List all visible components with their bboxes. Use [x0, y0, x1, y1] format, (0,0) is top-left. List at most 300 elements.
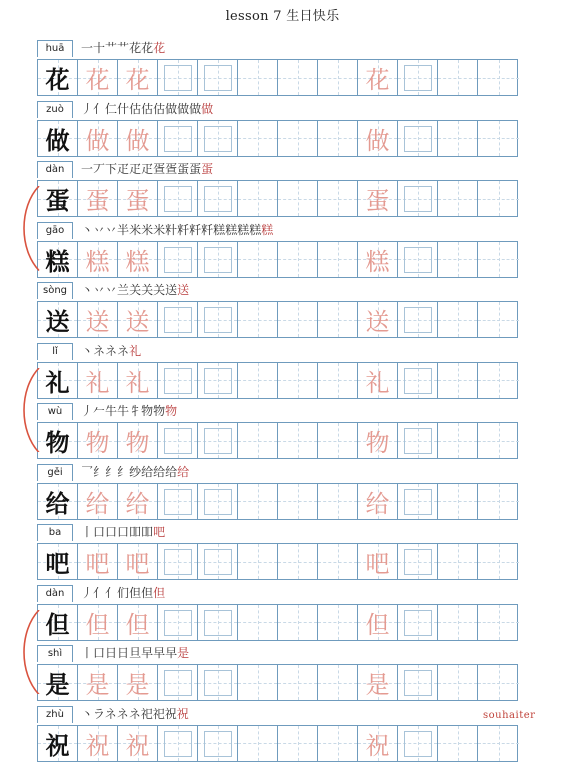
stroke-order: [81, 522, 165, 542]
trace-character: 蛋: [85, 187, 110, 215]
trace-character-cell: [78, 60, 118, 95]
trace-character-cell: [118, 363, 158, 398]
boxed-practice-cell: [198, 60, 238, 95]
character-entry: [37, 643, 518, 704]
inner-box: [404, 428, 432, 454]
pinyin-label: sòng: [37, 282, 73, 299]
trace-character: 物: [365, 429, 390, 457]
entry-header: [37, 280, 518, 301]
blank-practice-cell: [318, 726, 358, 761]
pinyin-label: zhù: [37, 706, 73, 723]
model-character-cell: [38, 242, 78, 277]
trace-character: 物: [125, 429, 150, 457]
stroke-step: 但: [141, 585, 154, 600]
stroke-step: 蛋: [201, 162, 214, 176]
blank-practice-cell: [478, 605, 519, 640]
pinyin-label: gāo: [37, 222, 73, 239]
trace-character: 花: [125, 66, 150, 94]
model-character: 祝: [45, 731, 70, 760]
model-character: 给: [45, 489, 70, 518]
practice-row: [37, 422, 518, 459]
model-character-cell: [38, 665, 78, 700]
stroke-step: 物: [165, 404, 178, 418]
boxed-practice-cell: [158, 181, 198, 216]
stroke-step: 丶: [81, 283, 94, 297]
stroke-step: ネ: [117, 343, 130, 358]
blank-practice-cell: [318, 242, 358, 277]
pinyin-label: dàn: [37, 161, 73, 178]
blank-practice-cell: [438, 60, 478, 95]
stroke-step: 物: [141, 404, 154, 418]
stroke-step: 关: [141, 283, 154, 297]
stroke-step: 什: [117, 101, 130, 116]
trace-character: 送: [125, 308, 150, 336]
stroke-step: 纟: [93, 464, 106, 479]
practice-row: [37, 664, 518, 701]
inner-box: [164, 247, 192, 273]
entry-header: [37, 159, 518, 180]
trace-character-cell: [78, 423, 118, 458]
stroke-step: 一: [81, 41, 94, 55]
boxed-practice-cell: [398, 726, 438, 761]
stroke-step: 丶: [81, 706, 94, 721]
practice-row: [37, 543, 518, 580]
model-character: 送: [45, 308, 70, 336]
trace-character-cell: [118, 544, 158, 579]
inner-box: [204, 247, 232, 273]
stroke-step: 乛: [81, 464, 94, 479]
character-entry: [37, 462, 518, 523]
pinyin-label: wù: [37, 403, 73, 420]
boxed-practice-cell: [198, 423, 238, 458]
stroke-step: 花: [141, 41, 154, 55]
trace-character: 礼: [125, 368, 150, 397]
stroke-step: 艹: [117, 41, 130, 55]
character-entry: [37, 38, 518, 99]
stroke-step: 是: [177, 646, 190, 660]
blank-practice-cell: [478, 60, 519, 95]
trace-character-cell: [118, 302, 158, 337]
stroke-step: 早: [153, 646, 166, 660]
stroke-step: 丿: [81, 404, 94, 418]
blank-practice-cell: [278, 605, 318, 640]
blank-practice-cell: [238, 423, 278, 458]
trace-character: 但: [125, 610, 150, 639]
inner-box: [404, 307, 432, 333]
entry-header: [37, 401, 518, 422]
stroke-step: 给: [165, 464, 178, 479]
blank-practice-cell: [278, 363, 318, 398]
stroke-step: ネ: [128, 706, 141, 721]
trace-character: 给: [365, 489, 390, 518]
stroke-step: 丿: [81, 585, 94, 600]
inner-box: [204, 670, 232, 696]
inner-box: [204, 368, 232, 394]
stroke-step: 丶: [81, 343, 94, 358]
blank-practice-cell: [478, 242, 519, 277]
inner-box: [164, 65, 192, 91]
trace-character: 花: [85, 66, 110, 94]
blank-practice-cell: [478, 423, 519, 458]
blank-practice-cell: [438, 121, 478, 156]
stroke-step: 纟: [117, 464, 130, 479]
blank-practice-cell: [438, 242, 478, 277]
model-character-cell: [38, 726, 78, 761]
stroke-step: 早: [141, 646, 154, 660]
trace-character: 吧: [365, 550, 390, 578]
boxed-practice-cell: [198, 605, 238, 640]
blank-practice-cell: [478, 302, 519, 337]
stroke-step: 但: [153, 585, 166, 600]
blank-practice-cell: [318, 665, 358, 700]
trace-character: 花: [365, 66, 390, 94]
pinyin-label: lǐ: [37, 343, 73, 360]
stroke-order: [81, 462, 189, 482]
stroke-step: 蛋: [189, 162, 202, 176]
stroke-step: 亻: [105, 585, 118, 600]
boxed-practice-cell: [198, 242, 238, 277]
trace-character: 物: [85, 429, 110, 457]
model-character-cell: [38, 121, 78, 156]
stroke-step: 丆: [93, 162, 106, 176]
boxed-practice-cell: [158, 665, 198, 700]
character-entry: [37, 159, 518, 220]
inner-box: [164, 610, 192, 636]
trace-character-cell: [358, 423, 398, 458]
trace-character-cell: [78, 363, 118, 398]
stroke-step: 下: [105, 162, 118, 176]
stroke-step: 关: [153, 283, 166, 297]
inner-box: [164, 186, 192, 212]
boxed-practice-cell: [398, 242, 438, 277]
inner-box: [164, 489, 192, 515]
stroke-step: 礼: [129, 343, 142, 358]
inner-box: [204, 610, 232, 636]
stroke-step: 丶: [81, 222, 94, 237]
character-entry: [37, 401, 518, 462]
boxed-practice-cell: [158, 60, 198, 95]
trace-character: 糕: [365, 247, 390, 276]
stroke-step: 疋: [117, 162, 130, 176]
inner-box: [204, 126, 232, 152]
practice-row: [37, 604, 518, 641]
stroke-step: 日: [105, 646, 118, 660]
stroke-step: 丨: [81, 646, 94, 660]
stroke-step: 祝: [176, 706, 189, 721]
stroke-step: 口: [93, 646, 106, 660]
stroke-step: ラ: [93, 706, 105, 721]
model-character: 但: [45, 610, 70, 639]
stroke-order: [81, 220, 273, 240]
practice-grid: [37, 38, 518, 764]
stroke-order: [81, 401, 177, 421]
stroke-step: 牛: [117, 404, 130, 418]
stroke-step: 艹: [105, 41, 118, 55]
trace-character-cell: [78, 726, 118, 761]
stroke-step: 祀: [140, 706, 153, 721]
stroke-step: 丿: [81, 101, 94, 116]
trace-character: 给: [125, 489, 150, 518]
trace-character-cell: [358, 121, 398, 156]
model-character-cell: [38, 544, 78, 579]
blank-practice-cell: [438, 302, 478, 337]
character-entry: [37, 220, 518, 281]
stroke-step: 送: [177, 283, 190, 297]
trace-character-cell: [118, 484, 158, 519]
boxed-practice-cell: [398, 665, 438, 700]
inner-box: [404, 368, 432, 394]
boxed-practice-cell: [158, 726, 198, 761]
stroke-order: [81, 38, 165, 58]
stroke-step: 糕: [213, 222, 226, 237]
blank-practice-cell: [278, 665, 318, 700]
word-pair-brace: [19, 186, 41, 271]
stroke-step: 做: [189, 101, 202, 116]
blank-practice-cell: [438, 363, 478, 398]
blank-practice-cell: [318, 423, 358, 458]
trace-character-cell: [358, 242, 398, 277]
blank-practice-cell: [238, 544, 278, 579]
stroke-step: 估: [153, 101, 166, 116]
stroke-step: 日: [117, 646, 130, 660]
model-character: 礼: [45, 368, 70, 397]
boxed-practice-cell: [398, 181, 438, 216]
stroke-step: 物: [153, 404, 166, 418]
model-character: 蛋: [45, 187, 70, 215]
stroke-order: [81, 280, 189, 300]
inner-box: [164, 428, 192, 454]
trace-character: 糕: [125, 247, 150, 276]
stroke-step: 半: [117, 222, 130, 237]
boxed-practice-cell: [398, 302, 438, 337]
entry-header: [37, 220, 518, 241]
stroke-step: 疋: [129, 162, 142, 176]
inner-box: [204, 307, 232, 333]
trace-character-cell: [118, 60, 158, 95]
stroke-step: 丨: [81, 525, 94, 539]
inner-box: [204, 731, 232, 757]
stroke-step: 糕: [261, 222, 274, 237]
stroke-step: 疍: [153, 162, 166, 176]
trace-character: 给: [85, 489, 110, 518]
stroke-step: 花: [129, 41, 142, 55]
pinyin-label: ba: [37, 524, 73, 541]
stroke-step: 牜: [129, 404, 142, 418]
stroke-step: 兰: [117, 283, 130, 297]
boxed-practice-cell: [158, 121, 198, 156]
blank-practice-cell: [318, 363, 358, 398]
stroke-step: 做: [177, 101, 190, 116]
stroke-step: 吅: [129, 525, 142, 539]
trace-character: 做: [125, 126, 150, 155]
stroke-order: [81, 341, 141, 361]
boxed-practice-cell: [158, 423, 198, 458]
trace-character-cell: [358, 302, 398, 337]
inner-box: [204, 65, 232, 91]
entry-header: [37, 522, 518, 543]
blank-practice-cell: [318, 60, 358, 95]
boxed-practice-cell: [158, 544, 198, 579]
boxed-practice-cell: [198, 363, 238, 398]
trace-character: 礼: [85, 368, 110, 397]
character-entry: [37, 522, 518, 583]
entry-header: [37, 38, 518, 59]
blank-practice-cell: [238, 60, 278, 95]
blank-practice-cell: [478, 726, 519, 761]
boxed-practice-cell: [398, 60, 438, 95]
stroke-step: 吧: [153, 525, 166, 539]
entry-header: [37, 462, 518, 483]
stroke-step: 糕: [249, 222, 262, 237]
stroke-step: 吅: [141, 525, 154, 539]
trace-character-cell: [358, 544, 398, 579]
model-character-cell: [38, 302, 78, 337]
stroke-step: 亻: [93, 585, 106, 600]
inner-box: [404, 610, 432, 636]
model-character: 做: [45, 126, 70, 155]
inner-box: [204, 489, 232, 515]
boxed-practice-cell: [198, 665, 238, 700]
blank-practice-cell: [438, 544, 478, 579]
blank-practice-cell: [478, 665, 519, 700]
blank-practice-cell: [478, 544, 519, 579]
practice-row: [37, 301, 518, 338]
stroke-step: 口: [93, 525, 106, 539]
trace-character: 祝: [85, 731, 110, 760]
trace-character-cell: [358, 726, 398, 761]
stroke-step: 亻: [93, 101, 106, 116]
blank-practice-cell: [238, 726, 278, 761]
trace-character: 送: [365, 308, 390, 336]
trace-character: 是: [85, 671, 110, 699]
stroke-step: 送: [165, 283, 178, 297]
blank-practice-cell: [238, 665, 278, 700]
stroke-step: 粁: [189, 222, 202, 237]
boxed-practice-cell: [198, 544, 238, 579]
blank-practice-cell: [478, 484, 519, 519]
stroke-step: 粁: [201, 222, 214, 237]
practice-row: [37, 483, 518, 520]
inner-box: [404, 670, 432, 696]
trace-character-cell: [118, 605, 158, 640]
stroke-step: ネ: [93, 343, 106, 358]
trace-character: 礼: [365, 368, 390, 397]
stroke-step: 给: [141, 464, 154, 479]
boxed-practice-cell: [158, 242, 198, 277]
blank-practice-cell: [278, 181, 318, 216]
stroke-step: 丷: [105, 283, 118, 297]
pinyin-label: dàn: [37, 585, 73, 602]
trace-character: 吧: [85, 550, 110, 578]
boxed-practice-cell: [158, 302, 198, 337]
blank-practice-cell: [318, 181, 358, 216]
stroke-step: 丷: [93, 283, 106, 297]
model-character-cell: [38, 423, 78, 458]
inner-box: [404, 489, 432, 515]
inner-box: [164, 368, 192, 394]
character-entry: [37, 583, 518, 644]
pinyin-label: huā: [37, 40, 73, 57]
worksheet-title: lesson 7 生日快乐: [225, 9, 340, 24]
boxed-practice-cell: [398, 544, 438, 579]
stroke-order: [81, 704, 189, 724]
trace-character-cell: [78, 544, 118, 579]
stroke-step: ネ: [105, 343, 118, 358]
blank-practice-cell: [238, 121, 278, 156]
stroke-step: 给: [177, 464, 190, 479]
blank-practice-cell: [278, 302, 318, 337]
stroke-step: 口: [117, 525, 130, 539]
author-signature: souhaiter: [483, 710, 536, 721]
blank-practice-cell: [438, 726, 478, 761]
inner-box: [404, 65, 432, 91]
trace-character-cell: [118, 242, 158, 277]
trace-character-cell: [358, 605, 398, 640]
inner-box: [404, 731, 432, 757]
stroke-step: 丷: [105, 222, 118, 237]
trace-character-cell: [118, 121, 158, 156]
trace-character: 做: [85, 126, 110, 155]
blank-practice-cell: [278, 544, 318, 579]
boxed-practice-cell: [198, 181, 238, 216]
blank-practice-cell: [278, 726, 318, 761]
inner-box: [164, 670, 192, 696]
stroke-step: 花: [153, 41, 166, 55]
character-entry: [37, 99, 518, 160]
boxed-practice-cell: [398, 363, 438, 398]
stroke-step: 疋: [141, 162, 154, 176]
boxed-practice-cell: [198, 302, 238, 337]
stroke-order: [81, 99, 213, 119]
stroke-step: 米: [141, 222, 154, 237]
stroke-step: 关: [129, 283, 142, 297]
stroke-step: 纱: [129, 464, 142, 479]
model-character-cell: [38, 60, 78, 95]
boxed-practice-cell: [158, 363, 198, 398]
trace-character-cell: [118, 423, 158, 458]
stroke-step: 牛: [105, 404, 118, 418]
blank-practice-cell: [278, 242, 318, 277]
inner-box: [164, 126, 192, 152]
entry-header: [37, 704, 518, 725]
blank-practice-cell: [238, 605, 278, 640]
inner-box: [404, 549, 432, 575]
trace-character: 蛋: [365, 187, 390, 215]
trace-character: 糕: [85, 247, 110, 276]
entry-header: [37, 341, 518, 362]
stroke-step: 𠂉: [93, 404, 106, 418]
stroke-step: ネ: [104, 706, 117, 721]
boxed-practice-cell: [398, 605, 438, 640]
character-entry: [37, 280, 518, 341]
practice-row: [37, 59, 518, 96]
blank-practice-cell: [278, 121, 318, 156]
stroke-order: [81, 643, 189, 663]
stroke-step: 粁: [177, 222, 190, 237]
model-character-cell: [38, 605, 78, 640]
blank-practice-cell: [238, 181, 278, 216]
blank-practice-cell: [478, 181, 519, 216]
practice-row: [37, 362, 518, 399]
trace-character: 但: [85, 610, 110, 639]
trace-character-cell: [358, 484, 398, 519]
stroke-step: 做: [165, 101, 178, 116]
stroke-order: [81, 159, 213, 179]
inner-box: [204, 428, 232, 454]
trace-character-cell: [78, 302, 118, 337]
trace-character-cell: [358, 665, 398, 700]
blank-practice-cell: [478, 363, 519, 398]
